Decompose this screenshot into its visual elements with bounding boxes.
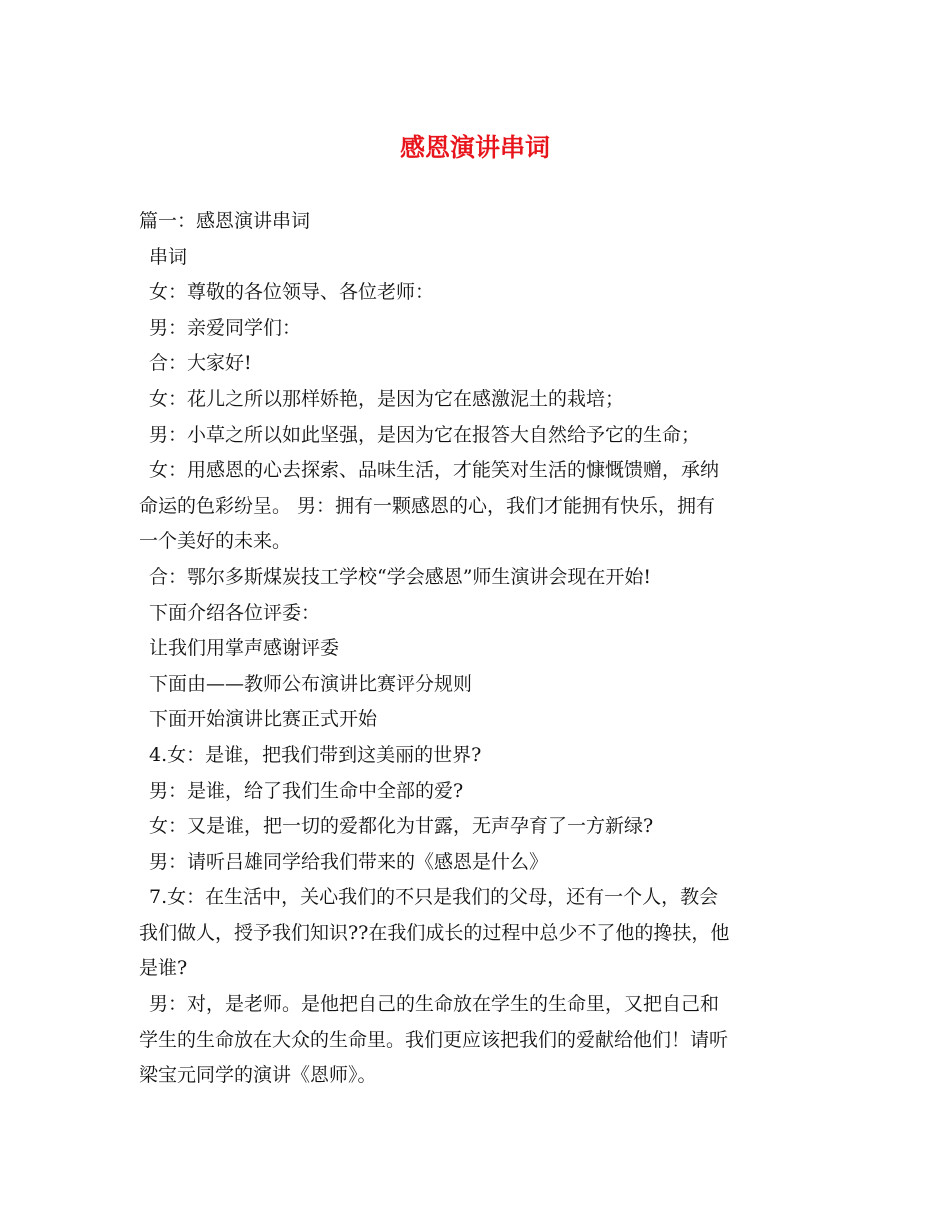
text-line: 4.女：是谁，把我们带到这美丽的世界? [149, 743, 482, 766]
text-line: 是谁? [139, 957, 188, 980]
text-line: 我们做人，授予我们知识??在我们成长的过程中总少不了他的搀扶，他 [139, 921, 730, 944]
text-line: 女：花儿之所以那样娇艳，是因为它在感激泥土的栽培； [149, 387, 625, 410]
text-line: 一个美好的未来。 [139, 530, 292, 553]
text-line: 梁宝元同学的演讲《恩师》。 [139, 1064, 377, 1087]
text-line: 下面由——教师公布演讲比赛评分规则 [149, 672, 473, 695]
text-line: 串词 [149, 245, 188, 268]
text-line: 让我们用掌声感谢评委 [149, 637, 340, 660]
text-line: 女：尊敬的各位领导、各位老师： [149, 281, 435, 304]
text-line: 学生的生命放在大众的生命里。我们更应该把我们的爱献给他们！请听 [139, 1028, 729, 1051]
text-line: 男：请听吕雄同学给我们带来的《感恩是什么》 [149, 850, 549, 873]
document-title: 感恩演讲串词 [399, 133, 550, 162]
text-line: 命运的色彩纷呈。 男：拥有一颗感恩的心，我们才能拥有快乐，拥有 [139, 494, 716, 517]
text-line: 男：亲爱同学们： [149, 316, 302, 339]
text-line: 合：大家好! [149, 352, 252, 375]
text-line: 女：又是谁，把一切的爱都化为甘露，无声孕育了一方新绿? [149, 815, 654, 838]
text-line: 7.女：在生活中，关心我们的不只是我们的父母，还有一个人，教会 [149, 886, 719, 909]
text-line: 女：用感恩的心去探索、品味生活，才能笑对生活的慷慨馈赠，承纳 [149, 459, 720, 482]
document-body [139, 204, 814, 1094]
text-line: 男：对，是老师。是他把自己的生命放在学生的生命里，又把自己和 [149, 993, 720, 1016]
text-line: 男：是谁，给了我们生命中全部的爱? [149, 779, 464, 802]
text-line: 下面开始演讲比赛正式开始 [149, 708, 378, 731]
section-heading: 篇一：感恩演讲串词 [139, 210, 311, 232]
text-line: 男：小草之所以如此坚强，是因为它在报答大自然给予它的生命； [149, 423, 701, 446]
text-line: 合：鄂尔多斯煤炭技工学校“学会感恩”师生演讲会现在开始! [149, 565, 652, 588]
text-line: 下面介绍各位评委： [149, 601, 321, 624]
